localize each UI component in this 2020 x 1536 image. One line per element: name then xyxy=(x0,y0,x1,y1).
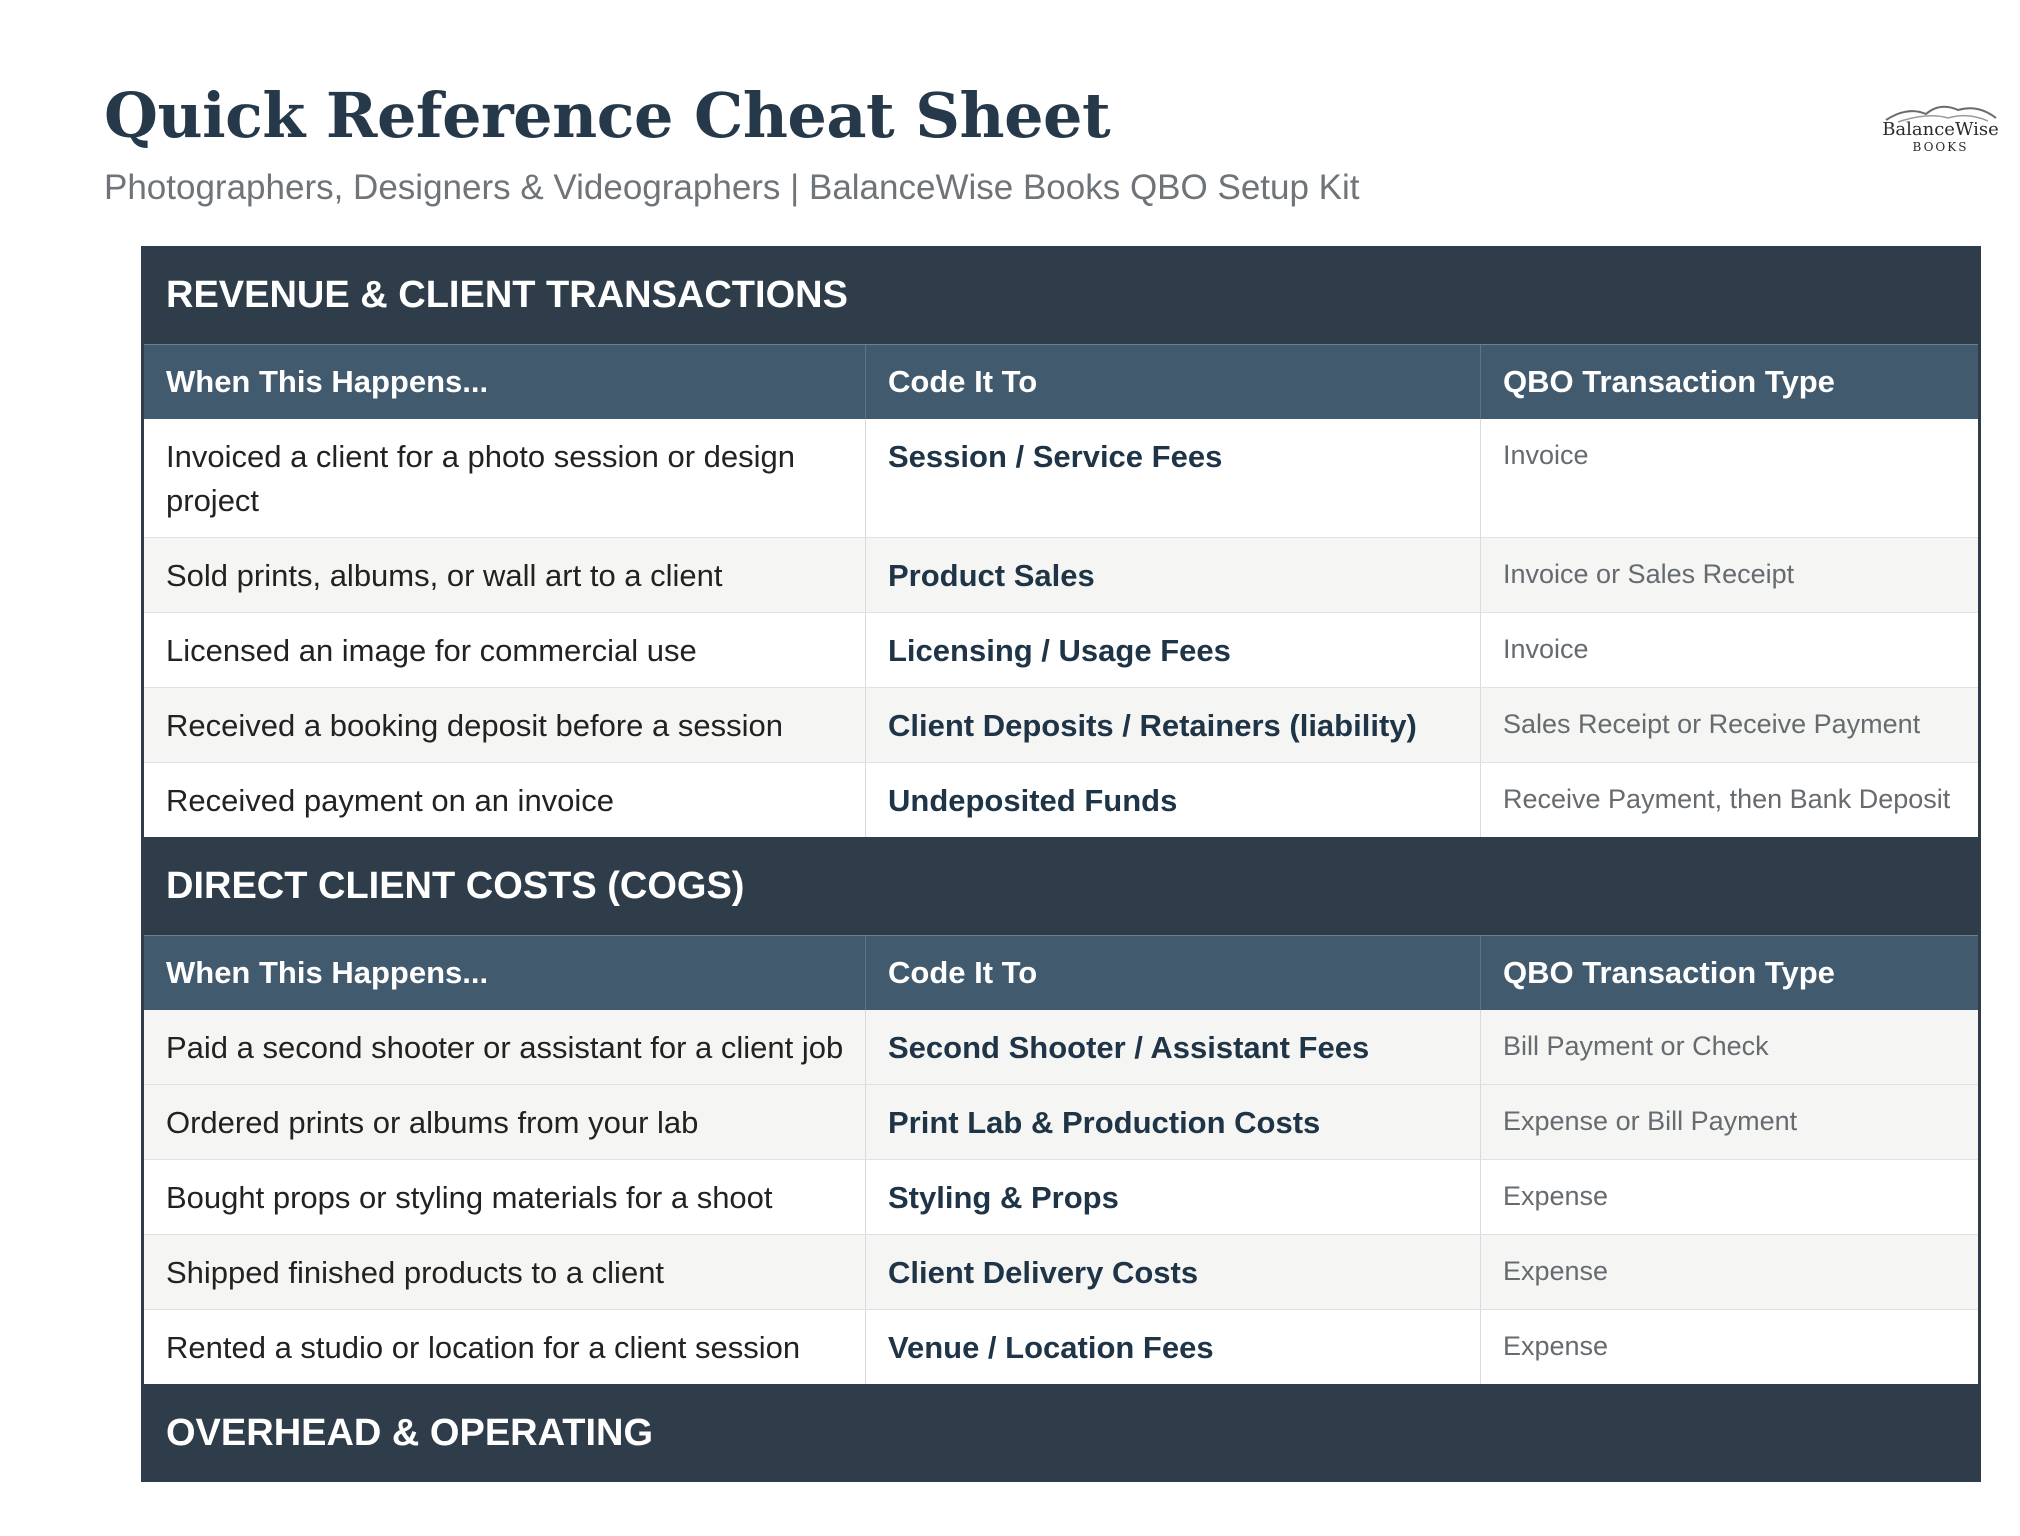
row-situation: Bought props or styling materials for a shoot xyxy=(144,1160,866,1234)
column-header-code: Code It To xyxy=(866,345,1481,419)
column-header-row xyxy=(144,344,1978,419)
table-row xyxy=(144,1160,1978,1235)
page-title: Quick Reference Cheat Sheet xyxy=(104,79,1111,152)
row-situation: Rented a studio or location for a client session xyxy=(144,1310,866,1384)
page-header xyxy=(104,74,1360,210)
logo-subtext: BOOKS xyxy=(1912,140,1969,154)
column-header-happens: When This Happens... xyxy=(144,936,866,1010)
table-row xyxy=(144,419,1978,538)
row-transaction-type: Receive Payment, then Bank Deposit xyxy=(1503,784,1951,814)
table-row xyxy=(144,688,1978,763)
page-subtitle: Photographers, Designers & Videographers | BalanceWise Books QBO Setup Kit xyxy=(104,168,1360,207)
column-header-code: Code It To xyxy=(866,936,1481,1010)
row-transaction-type: Invoice xyxy=(1503,440,1589,470)
row-situation: Invoiced a client for a photo session or design project xyxy=(144,419,866,537)
row-situation: Shipped finished products to a client xyxy=(144,1235,866,1309)
row-situation: Licensed an image for commercial use xyxy=(144,613,866,687)
table-row xyxy=(144,1010,1978,1085)
section-heading: REVENUE & CLIENT TRANSACTIONS xyxy=(144,246,1978,344)
column-header-type: QBO Transaction Type xyxy=(1503,955,1835,990)
row-account: Styling & Props xyxy=(866,1160,1481,1234)
cheat-sheet-table xyxy=(141,246,1981,1482)
row-situation: Paid a second shooter or assistant for a client job xyxy=(144,1010,866,1084)
balancewise-logo xyxy=(1878,100,2003,160)
row-account: Second Shooter / Assistant Fees xyxy=(866,1010,1481,1084)
table-row xyxy=(144,1310,1978,1384)
table-row xyxy=(144,1235,1978,1310)
row-transaction-type: Bill Payment or Check xyxy=(1503,1031,1769,1061)
row-situation: Ordered prints or albums from your lab xyxy=(144,1085,866,1159)
row-account: Print Lab & Production Costs xyxy=(866,1085,1481,1159)
row-account: Session / Service Fees xyxy=(866,419,1481,537)
row-account: Venue / Location Fees xyxy=(866,1310,1481,1384)
table-row xyxy=(144,763,1978,837)
row-transaction-type: Expense xyxy=(1503,1256,1609,1286)
row-situation: Received payment on an invoice xyxy=(144,763,866,837)
row-account: Licensing / Usage Fees xyxy=(866,613,1481,687)
column-header-row xyxy=(144,935,1978,1010)
row-account: Client Delivery Costs xyxy=(866,1235,1481,1309)
row-transaction-type: Invoice or Sales Receipt xyxy=(1503,559,1795,589)
table-row xyxy=(144,538,1978,613)
section-heading: OVERHEAD & OPERATING xyxy=(144,1384,1978,1482)
row-transaction-type: Expense xyxy=(1503,1181,1609,1211)
section-heading: DIRECT CLIENT COSTS (COGS) xyxy=(144,837,1978,935)
row-transaction-type: Sales Receipt or Receive Payment xyxy=(1503,709,1921,739)
row-situation: Received a booking deposit before a session xyxy=(144,688,866,762)
row-account: Product Sales xyxy=(866,538,1481,612)
column-header-type: QBO Transaction Type xyxy=(1503,364,1835,399)
column-header-happens: When This Happens... xyxy=(144,345,866,419)
logo-wordmark: BalanceWise xyxy=(1882,119,1999,140)
table-row xyxy=(144,1085,1978,1160)
table-row xyxy=(144,613,1978,688)
row-transaction-type: Expense or Bill Payment xyxy=(1503,1106,1798,1136)
row-situation: Sold prints, albums, or wall art to a client xyxy=(144,538,866,612)
row-transaction-type: Invoice xyxy=(1503,634,1589,664)
row-account: Client Deposits / Retainers (liability) xyxy=(866,688,1481,762)
row-transaction-type: Expense xyxy=(1503,1331,1609,1361)
row-account: Undeposited Funds xyxy=(866,763,1481,837)
